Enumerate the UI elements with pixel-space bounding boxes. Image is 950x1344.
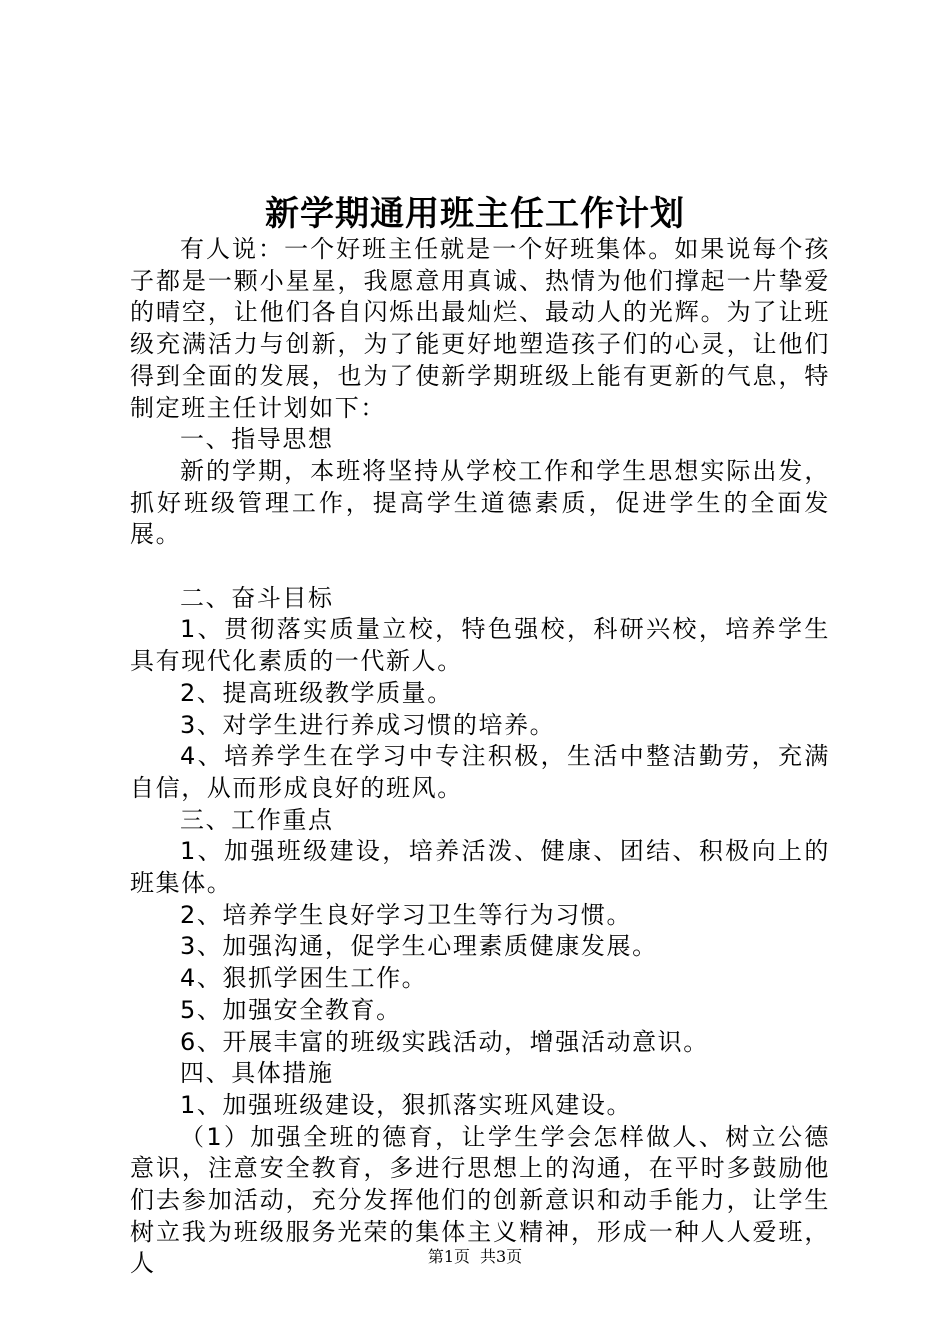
goal-item: 3、对学生进行养成习惯的培养。 (180, 710, 556, 739)
section-heading-measures: 四、具体措施 (180, 1059, 334, 1088)
goal-item: 1、贯彻落实质量立校，特色强校，科研兴校，培养学生具有现代化素质的一代新人。 (130, 615, 830, 676)
measure-item: 1、加强班级建设，狠抓落实班风建设。 (180, 1090, 633, 1119)
goal-item: 4、培养学生在学习中专注积极，生活中整洁勤劳，充满自信，从而形成良好的班风。 (130, 742, 830, 802)
document-body (130, 234, 830, 1280)
document-title: 新学期通用班主任工作计划 (265, 194, 685, 234)
section-heading-key-work: 三、工作重点 (180, 805, 334, 834)
intro-paragraph: 有人说：一个好班主任就是一个好班集体。如果说每个孩子都是一颗小星星，我愿意用真诚、热情为他们撑起一片挚爱的晴空，让他们各自闪烁出最灿烂、最动人的光辉。为了让班级充满活力与创新，为了能更好地塑造孩子们的心灵，让他们得到全面的发展，也为了使新学期班级上能有更新的气息，特制定班主任计划如下： (130, 235, 830, 422)
page-number: 第1页 (427, 1247, 470, 1266)
guiding-thought-paragraph: 新的学期，本班将坚持从学校工作和学生思想实际出发，抓好班级管理工作，提高学生道德素质，促进学生的全面发展。 (130, 456, 830, 549)
page-total: 共3页 (480, 1247, 523, 1266)
section-heading-guiding-thought: 一、指导思想 (180, 425, 334, 454)
key-work-item: 6、开展丰富的班级实践活动，增强活动意识。 (180, 1027, 709, 1056)
goal-item: 2、提高班级教学质量。 (180, 678, 453, 707)
page-footer (0, 1244, 950, 1267)
blank-line (130, 551, 830, 583)
key-work-item: 5、加强安全教育。 (180, 995, 402, 1024)
key-work-item: 3、加强沟通，促学生心理素质健康发展。 (180, 932, 658, 961)
section-heading-goals: 二、奋斗目标 (180, 583, 334, 612)
key-work-item: 1、加强班级建设，培养活泼、健康、团结、积极向上的班集体。 (130, 837, 830, 898)
key-work-item: 2、培养学生良好学习卫生等行为习惯。 (180, 900, 633, 929)
key-work-item: 4、狠抓学困生工作。 (180, 964, 428, 993)
measure-subitem: （1）加强全班的德育，让学生学会怎样做人、树立公德意识，注意安全教育，多进行思想上的沟通，在平时多鼓励他们去参加活动，充分发挥他们的创新意识和动手能力，让学生树立我为班级服务光荣的集体主义精神，形成一种人人爱班，人 (130, 1122, 830, 1278)
